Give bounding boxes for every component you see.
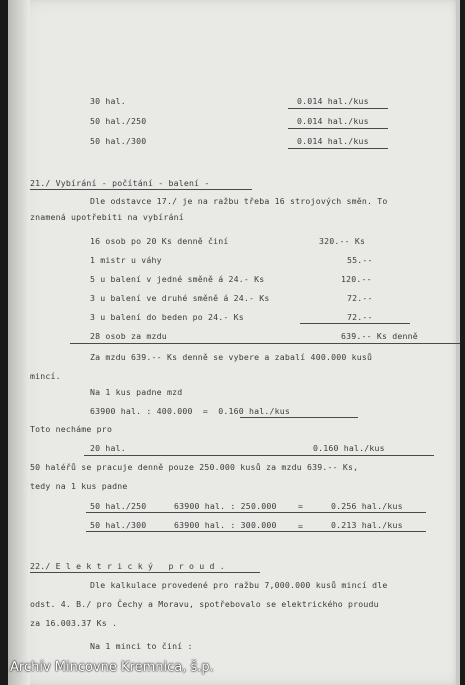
total-underline [70,343,460,344]
row-top-right: 0.014 hal./kus [297,116,369,126]
calc-row-c: 0.213 hal./kus [331,520,403,530]
heading-underline [30,189,252,190]
calc-row-a: 50 hal./250 [90,501,147,511]
item-label: 5 u balení v jedné směně á 24.- Ks [90,274,265,284]
item-value: 120.-- [341,274,372,284]
paragraph-line: za 16.003.37 Ks . [30,618,118,628]
calc-row-c: 0.256 hal./kus [331,501,403,511]
underline [288,128,388,129]
paragraph-line: Za mzdu 639.-- Ks denně se vybere a zabalí 400.000 kusů [90,352,373,362]
calc-underline [86,512,426,513]
calc-row-a: 50 hal./300 [90,520,147,530]
calc-row-b: 63900 hal. : 300.000 [174,520,277,530]
row-top-left: 30 hal. [90,96,126,106]
paragraph-line: 50 haléřů se pracuje denně pouze 250.000 kusů za mzdu 639.-- Ks, [30,462,359,472]
item-label: 3 u balení do beden po 24.- Ks [90,312,244,322]
item-label: 1 mistr u váhy [90,255,162,265]
paragraph-line: odst. 4. B./ pro Čechy a Moravu, spotřebovalo se elektrického proudu [30,599,379,609]
item-label: 16 osob po 20 Ks denně činí [90,236,229,246]
section-22-heading: 22./ E l e k t r i c k ý p r o u d . [30,561,225,571]
calculation-line: 63900 hal. : 400.000 = 0.160 hal./kus [90,406,291,416]
item-value: 320.-- Ks [319,236,366,246]
paragraph-line: Dle odstavce 17./ je na ražbu třeba 16 strojových směn. To [90,196,388,206]
total-label: 28 osob za mzdu [90,331,167,341]
paragraph-line: Na 1 kus padne mzd [90,387,183,397]
underline [288,148,388,149]
item-value: 55.-- [347,255,373,265]
paragraph-line: tedy na 1 kus padne [30,481,128,491]
page-fold-shadow [8,0,30,685]
paragraph-line: znamená upotřebiti na vybírání [30,212,184,222]
sum-underline [300,323,410,324]
row-top-left: 50 hal./300 [90,136,147,146]
archive-watermark: Archív Mincovne Kremnica, š.p. [10,660,214,675]
calc-row-b: 63900 hal. : 250.000 [174,501,277,511]
row-top-right: 0.014 hal./kus [297,136,369,146]
row-underline [84,455,434,456]
heading-underline [30,572,260,573]
item-label: 3 u balení ve druhé směně á 24.- Ks [90,293,270,303]
row-top-right: 0.014 hal./kus [297,96,369,106]
underline [288,108,388,109]
calc-underline [86,531,426,532]
document-page [8,0,460,685]
section-21-heading: 21./ Vybírání - počítání - balení - [30,178,210,188]
paragraph-line: Dle kalkulace provedené pro ražbu 7,000.000 kusů mincí dle [90,580,388,590]
item-value: 72.-- [347,312,373,322]
calc-row-eq: = [298,501,304,511]
bleed-through [248,368,253,378]
calc-row-eq: = [298,521,304,531]
item-value: 72.-- [347,293,373,303]
row-left: 20 hal. [90,443,126,453]
paragraph-line: mincí. [30,371,61,381]
total-value: 639.-- Ks denně [341,331,418,341]
row-right: 0.160 hal./kus [313,443,385,453]
paragraph-line: Na 1 minci to činí : [90,641,193,651]
paragraph-line: Toto necháme pro [30,424,113,434]
result-underline [240,417,358,418]
row-top-left: 50 hal./250 [90,116,147,126]
